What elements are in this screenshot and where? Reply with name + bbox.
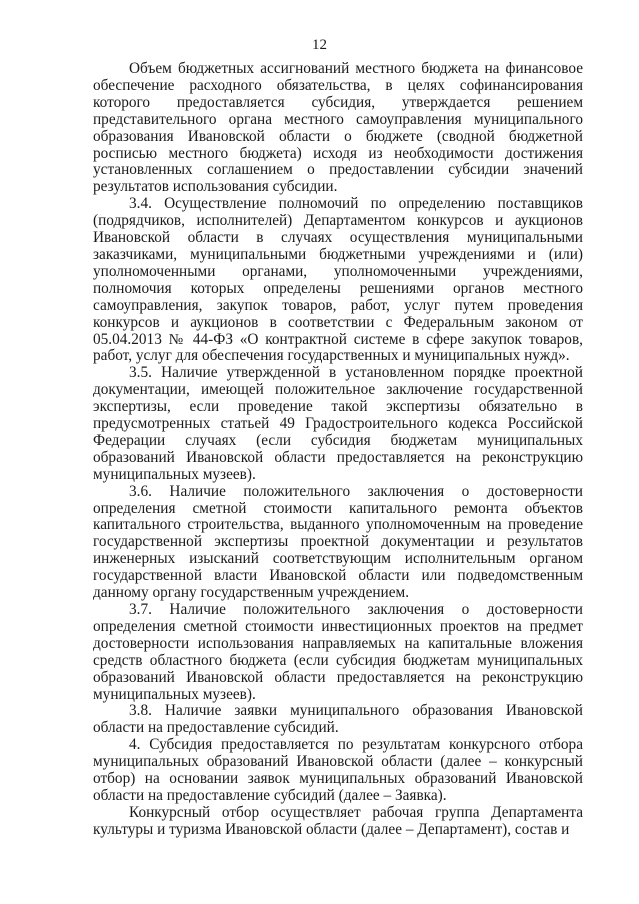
paragraph-4: 4. Субсидия предоставляется по результатам конкурсного отбора муниципальных образований Ивановской области (далее – конкурсный отбор) на основании заявок муниципальных образований Ивановской области на предоставление субсидий (далее – Заявка). (93, 736, 583, 804)
paragraph-3-7: 3.7. Наличие положительного заключения о достоверности определения сметной стоимости инвестиционных проектов на предмет достоверности использования направляемых на капитальные вложения средств областного бюджета (если субсидия бюджетам муниципальных образований Ивановской области предоставляется на реконструкцию муниципальных музеев). (93, 601, 583, 703)
document-body (93, 61, 583, 839)
paragraph-competitive-selection: Конкурсный отбор осуществляет рабочая группа Департамента культуры и туризма Ивановской области (далее – Департамент), состав и (93, 803, 583, 838)
paragraph-3-8: 3.8. Наличие заявки муниципального образования Ивановской области на предоставление субсидий. (93, 702, 583, 737)
paragraph-budget-allocations: Объем бюджетных ассигнований местного бюджета на финансовое обеспечение расходного обязательства, в целях софинансирования которого предоставляется субсидия, утверждается решением представительного органа местного самоуправления муниципального образования Ивановской области о бюджете (сводной бюджетной росписью местного бюджета) исходя из необходимости достижения установленных соглашением о предоставлении субсидии значений результатов использования субсидии. (93, 60, 583, 196)
page-number: 12 (312, 37, 327, 53)
paragraph-3-6: 3.6. Наличие положительного заключения о достоверности определения сметной стоимости капитального ремонта объектов капитального строительства, выданного уполномоченным на проведение государственной экспертизы проектной документации и результатов инженерных изысканий соответствующим исполнительным органом государственной власти Ивановской области или подведомственным данному органу государственным учреждением. (93, 482, 583, 602)
paragraph-3-5: 3.5. Наличие утвержденной в установленном порядке проектной документации, имеющей положительное заключение государственной экспертизы, если проведение такой экспертизы обязательно в предусмотренных статьей 49 Градостроительного кодекса Российской Федерации случаях (если субсидия бюджетам муниципальных образований Ивановской области предоставляется на реконструкцию муниципальных музеев). (93, 364, 583, 483)
paragraph-3-4: 3.4. Осуществление полномочий по определению поставщиков (подрядчиков, исполнителей) Департаментом конкурсов и аукционов Ивановской области в случаях осуществления муниципальными заказчиками, муниципальными бюджетными учреждениями и (или) уполномоченными органами, уполномоченными учреждениями, полномочия которых определены решениями органов местного самоуправления, закупок товаров, работ, услуг путем проведения конкурсов и аукционов в соответствии с Федеральным законом от 05.04.2013 № 44-ФЗ «О контрактной системе в сфере закупок товаров, работ, услуг для обеспечения государственных и муниципальных нужд». (93, 195, 583, 365)
